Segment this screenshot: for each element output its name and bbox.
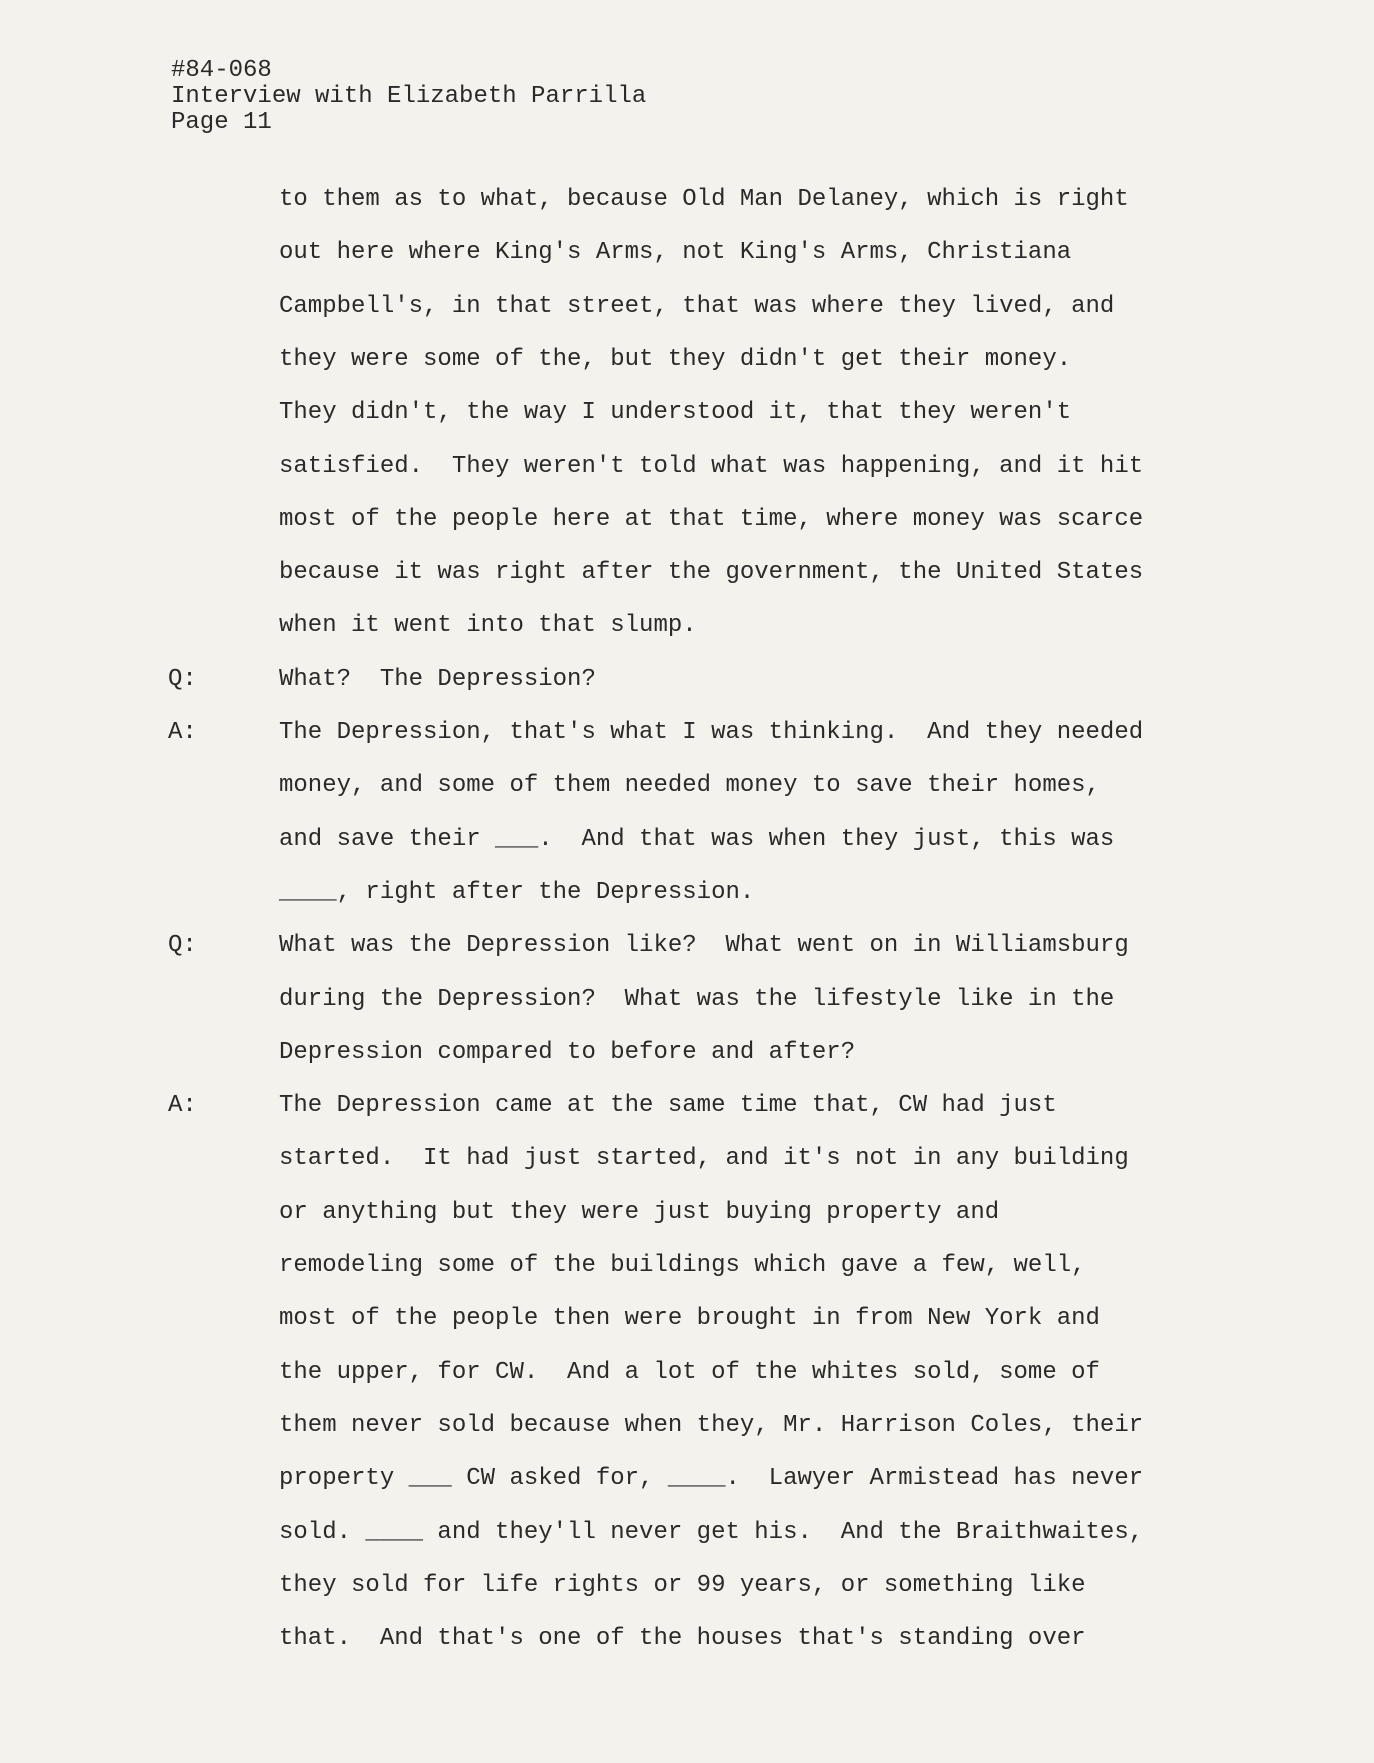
- transcript-line: [0, 346, 1374, 399]
- transcript-line: [0, 1092, 1374, 1145]
- line-text: or anything but they were just buying property and: [279, 1199, 1000, 1226]
- transcript-line: [0, 1625, 1374, 1678]
- line-text: most of the people then were brought in from New York and: [279, 1305, 1100, 1332]
- line-text: they sold for life rights or 99 years, or something like: [279, 1572, 1086, 1599]
- document-id: #84-068: [171, 57, 272, 84]
- transcript-line: [0, 1519, 1374, 1572]
- line-text: during the Depression? What was the lifestyle like in the: [279, 986, 1115, 1013]
- transcript-line: [0, 1465, 1374, 1518]
- line-text: property ___ CW asked for, ____. Lawyer Armistead has never: [279, 1465, 1144, 1492]
- transcript-line: [0, 1199, 1374, 1252]
- speaker-label: A:: [168, 1092, 197, 1119]
- line-text: sold. ____ and they'll never get his. And the Braithwaites,: [279, 1519, 1144, 1546]
- transcript-line: [0, 1305, 1374, 1358]
- transcript-line: [0, 986, 1374, 1039]
- transcript-line: [0, 666, 1374, 719]
- line-text: The Depression, that's what I was thinking. And they needed: [279, 719, 1144, 746]
- line-text: most of the people here at that time, where money was scarce: [279, 506, 1144, 533]
- speaker-label: A:: [168, 719, 197, 746]
- line-text: them never sold because when they, Mr. Harrison Coles, their: [279, 1412, 1144, 1439]
- transcript-line: [0, 399, 1374, 452]
- line-text: when it went into that slump.: [279, 612, 697, 639]
- transcript-line: [0, 1572, 1374, 1625]
- transcript-line: [0, 772, 1374, 825]
- line-text: to them as to what, because Old Man Delaney, which is right: [279, 186, 1129, 213]
- transcript-line: [0, 932, 1374, 985]
- line-text: out here where King's Arms, not King's Arms, Christiana: [279, 239, 1072, 266]
- line-text: that. And that's one of the houses that's standing over: [279, 1625, 1086, 1652]
- transcript-line: [0, 293, 1374, 346]
- line-text: started. It had just started, and it's not in any building: [279, 1145, 1129, 1172]
- transcript-line: [0, 719, 1374, 772]
- transcript-line: [0, 453, 1374, 506]
- line-text: satisfied. They weren't told what was happening, and it hit: [279, 453, 1144, 480]
- speaker-label: Q:: [168, 666, 197, 693]
- page-header: [171, 58, 646, 136]
- transcript-line: [0, 1039, 1374, 1092]
- transcript-line: [0, 1145, 1374, 1198]
- line-text: money, and some of them needed money to save their homes,: [279, 772, 1100, 799]
- speaker-label: Q:: [168, 932, 197, 959]
- line-text: Campbell's, in that street, that was where they lived, and: [279, 293, 1115, 320]
- document-title: Interview with Elizabeth Parrilla: [171, 83, 647, 110]
- line-text: they were some of the, but they didn't get their money.: [279, 346, 1072, 373]
- page-number: Page 11: [171, 109, 272, 136]
- line-text: ____, right after the Depression.: [279, 879, 755, 906]
- transcript-line: [0, 826, 1374, 879]
- transcript-line: [0, 1412, 1374, 1465]
- transcript-line: [0, 239, 1374, 292]
- line-text: They didn't, the way I understood it, that they weren't: [279, 399, 1072, 426]
- transcript-line: [0, 559, 1374, 612]
- line-text: Depression compared to before and after?: [279, 1039, 856, 1066]
- line-text: The Depression came at the same time that, CW had just: [279, 1092, 1057, 1119]
- transcript-line: [0, 506, 1374, 559]
- line-text: the upper, for CW. And a lot of the whites sold, some of: [279, 1359, 1100, 1386]
- transcript-line: [0, 1252, 1374, 1305]
- transcript-line: [0, 612, 1374, 665]
- line-text: remodeling some of the buildings which gave a few, well,: [279, 1252, 1086, 1279]
- line-text: What was the Depression like? What went on in Williamsburg: [279, 932, 1129, 959]
- transcript-line: [0, 1359, 1374, 1412]
- transcript-line: [0, 186, 1374, 239]
- line-text: and save their ___. And that was when they just, this was: [279, 826, 1115, 853]
- transcript-line: [0, 879, 1374, 932]
- line-text: What? The Depression?: [279, 666, 596, 693]
- line-text: because it was right after the government, the United States: [279, 559, 1144, 586]
